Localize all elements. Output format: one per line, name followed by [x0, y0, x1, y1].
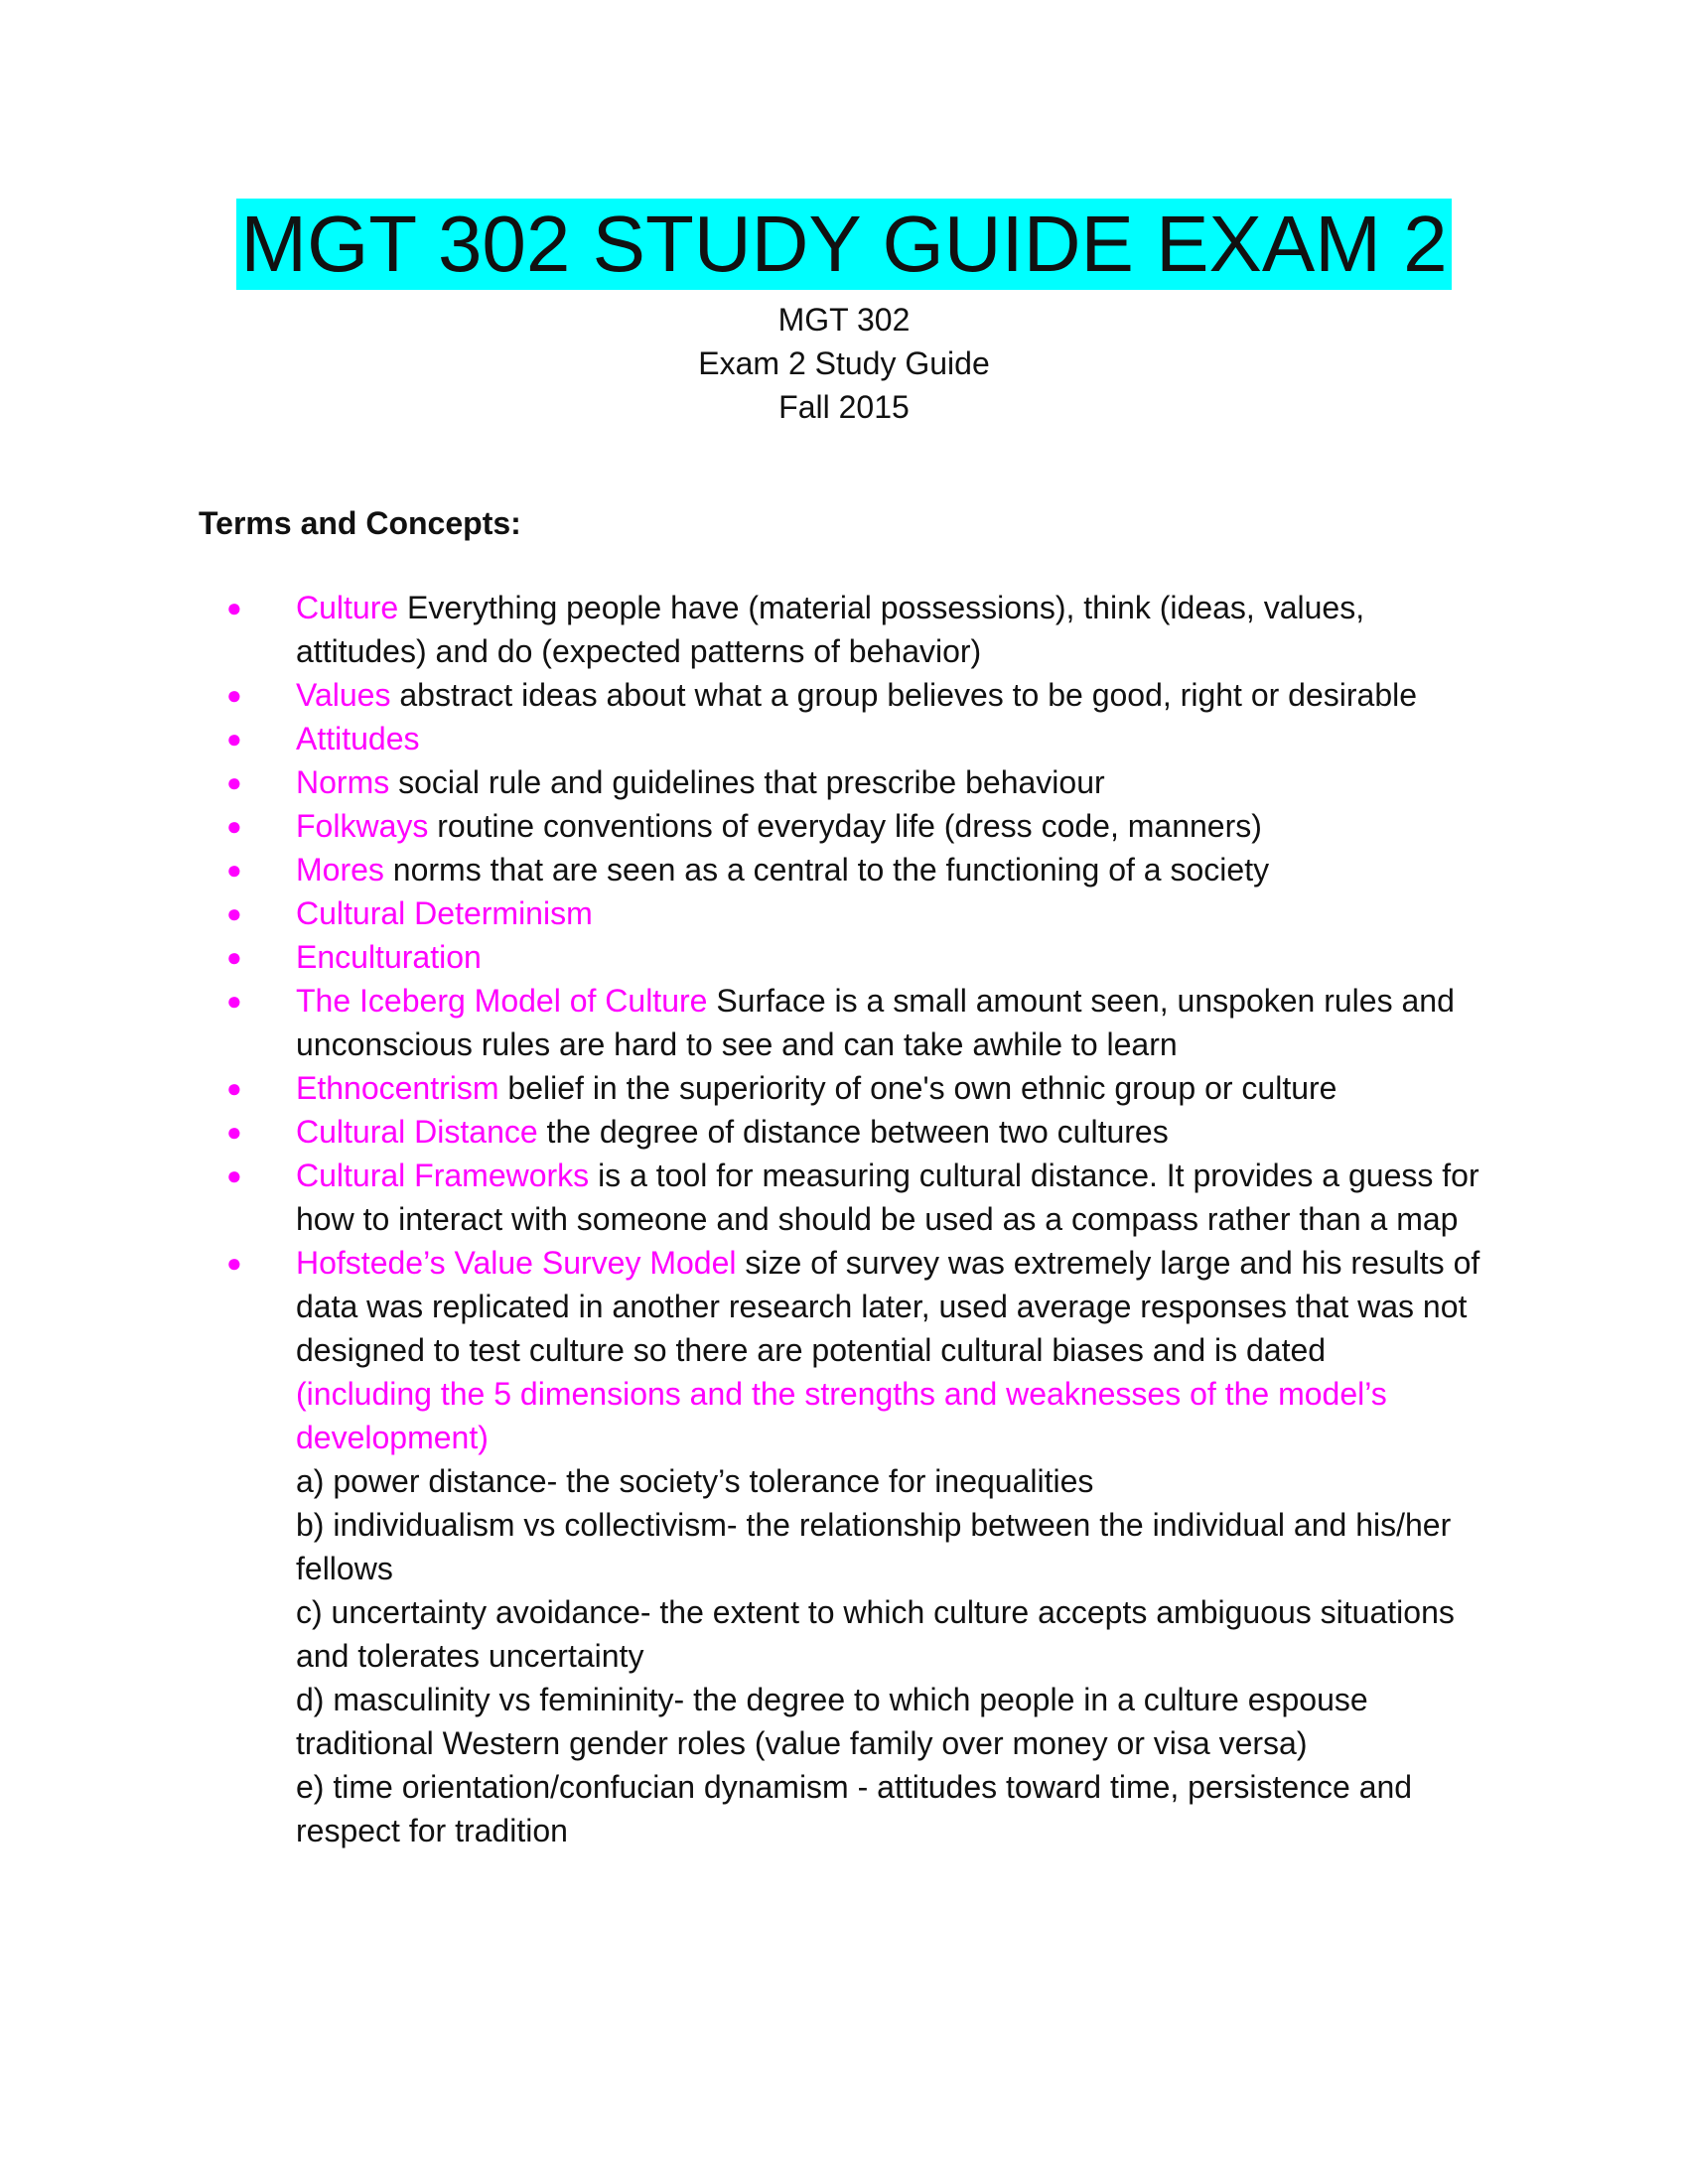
term-definition: the degree of distance between two cultures: [537, 1114, 1169, 1150]
list-item: [199, 979, 1489, 1066]
term-label: Culture: [296, 590, 399, 625]
term-definition: Everything people have (material possessions), think (ideas, values, attitudes) and do (expected patterns of behavior): [296, 590, 1365, 669]
list-item: [199, 1066, 1489, 1110]
list-item: [199, 848, 1489, 891]
list-item: [199, 1110, 1489, 1154]
term-label: Cultural Frameworks: [296, 1158, 590, 1193]
term-definition: abstract ideas about what a group believes to be good, right or desirable: [390, 677, 1418, 713]
term-label: Folkways: [296, 808, 429, 844]
term-label: Attitudes: [296, 721, 420, 756]
bullet-icon: ●: [226, 593, 242, 622]
term-definition: belief in the superiority of one's own ethnic group or culture: [498, 1070, 1337, 1106]
list-item: [199, 804, 1489, 848]
list-item: [199, 673, 1489, 717]
bullet-icon: ●: [226, 942, 242, 972]
bullet-icon: ●: [226, 986, 242, 1016]
bullet-icon: ●: [226, 1160, 242, 1190]
term-definition: is a tool for measuring cultural distance. It provides a guess for how to interact with someone and should be used as a compass rather than a map: [296, 1158, 1479, 1237]
term-label: The Iceberg Model of Culture: [296, 983, 708, 1019]
term-semester: Fall 2015: [778, 389, 910, 425]
list-item: [199, 1241, 1489, 1852]
bullet-icon: ●: [226, 680, 242, 710]
bullet-icon: ●: [226, 898, 242, 928]
section-heading: Terms and Concepts:: [199, 505, 521, 541]
bullet-icon: ●: [226, 855, 242, 885]
term-definition: Surface is a small amount seen, unspoken rules and unconscious rules are hard to see and can take awhile to learn: [296, 983, 1455, 1062]
bullet-icon: ●: [226, 1117, 242, 1147]
list-item: [199, 586, 1489, 673]
term-label: Hofstede’s Value Survey Model: [296, 1245, 737, 1281]
page-title: MGT 302 STUDY GUIDE EXAM 2: [236, 199, 1451, 290]
dimension-power-distance: a) power distance- the society’s tolerance for inequalities: [296, 1463, 1094, 1499]
dimension-masculinity: d) masculinity vs femininity- the degree to which people in a culture espouse traditional Western gender roles (value family over money or visa versa): [296, 1682, 1368, 1761]
dimension-uncertainty-avoidance: c) uncertainty avoidance- the extent to which culture accepts ambiguous situations and tolerates uncertainty: [296, 1594, 1455, 1674]
term-definition: social rule and guidelines that prescribe behaviour: [389, 764, 1105, 800]
term-label: Enculturation: [296, 939, 482, 975]
hofstede-note: (including the 5 dimensions and the strengths and weaknesses of the model’s development): [296, 1376, 1387, 1455]
term-label: Mores: [296, 852, 384, 887]
dimension-individualism: b) individualism vs collectivism- the relationship between the individual and his/her fellows: [296, 1507, 1452, 1586]
bullet-icon: ●: [226, 724, 242, 753]
list-item: [199, 891, 1489, 935]
course-code: MGT 302: [777, 302, 911, 338]
list-item: [199, 760, 1489, 804]
term-label: Cultural Distance: [296, 1114, 538, 1150]
dimension-time-orientation: e) time orientation/confucian dynamism - attitudes toward time, persistence and respect for tradition: [296, 1769, 1413, 1848]
term-label: Values: [296, 677, 391, 713]
terms-list: [199, 586, 1489, 1852]
bullet-icon: ●: [226, 1073, 242, 1103]
bullet-icon: ●: [226, 811, 242, 841]
header-block: [0, 298, 1688, 429]
term-label: Ethnocentrism: [296, 1070, 499, 1106]
title-wrap: [0, 199, 1688, 290]
guide-name: Exam 2 Study Guide: [698, 345, 990, 381]
list-item: [199, 935, 1489, 979]
list-item: [199, 717, 1489, 760]
bullet-icon: ●: [226, 767, 242, 797]
term-definition: size of survey was extremely large and his results of data was replicated in another research later, used average responses that was not designed to test culture so there are potential cultural biases and is dated: [296, 1245, 1480, 1368]
term-label: Cultural Determinism: [296, 895, 593, 931]
term-definition: norms that are seen as a central to the functioning of a society: [383, 852, 1270, 887]
bullet-icon: ●: [226, 1248, 242, 1278]
list-item: [199, 1154, 1489, 1241]
term-label: Norms: [296, 764, 390, 800]
term-definition: routine conventions of everyday life (dress code, manners): [428, 808, 1262, 844]
